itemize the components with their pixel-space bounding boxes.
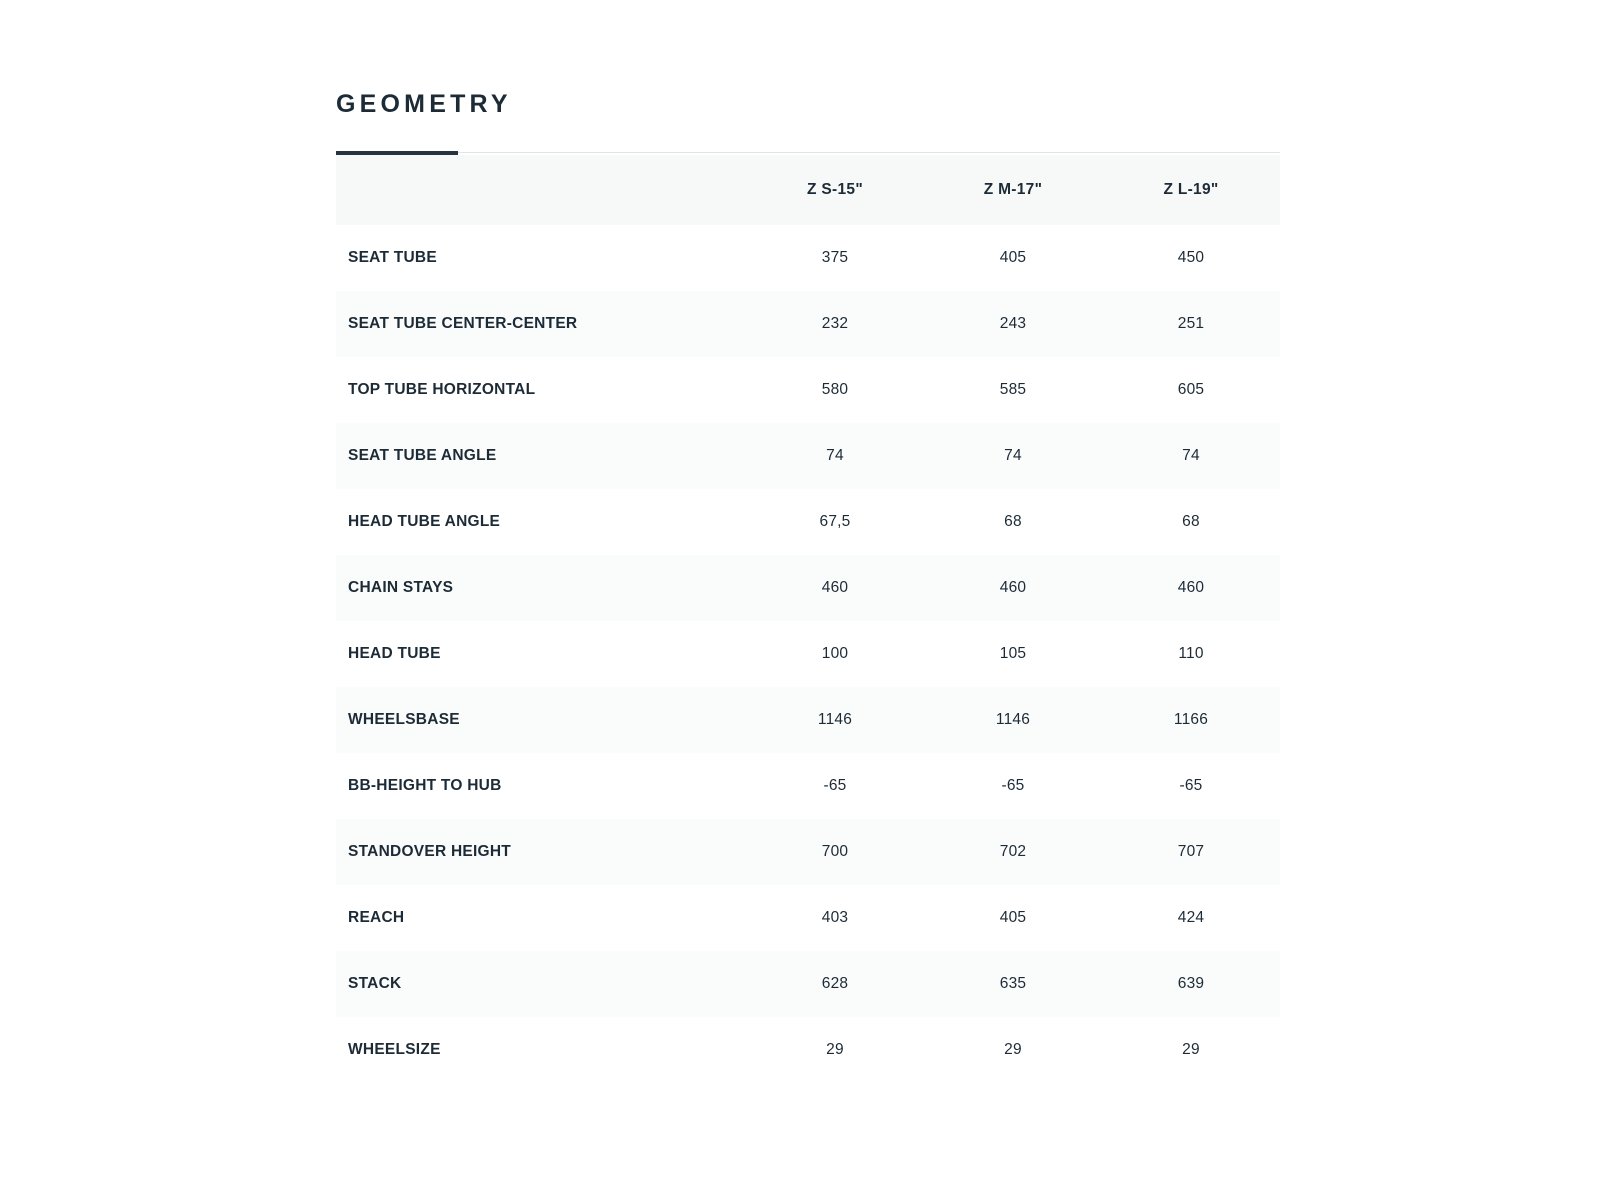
row-label: CHAIN STAYS (336, 555, 746, 621)
table-row (336, 753, 1280, 819)
column-header-size-m: Z M-17" (924, 155, 1102, 225)
row-value-m: 585 (924, 357, 1102, 423)
row-value-m: 635 (924, 951, 1102, 1017)
row-label: HEAD TUBE ANGLE (336, 489, 746, 555)
table-row (336, 885, 1280, 951)
row-value-l: 74 (1102, 423, 1280, 489)
row-value-l: 1166 (1102, 687, 1280, 753)
row-value-m: 105 (924, 621, 1102, 687)
page-title: GEOMETRY (336, 90, 512, 118)
row-value-l: 29 (1102, 1017, 1280, 1083)
row-value-m: 405 (924, 885, 1102, 951)
row-value-s: 67,5 (746, 489, 924, 555)
row-value-s: 403 (746, 885, 924, 951)
row-value-l: 460 (1102, 555, 1280, 621)
table-row (336, 951, 1280, 1017)
row-value-s: 580 (746, 357, 924, 423)
row-value-m: -65 (924, 753, 1102, 819)
row-value-s: 232 (746, 291, 924, 357)
row-value-m: 243 (924, 291, 1102, 357)
table-row (336, 225, 1280, 291)
row-value-l: 605 (1102, 357, 1280, 423)
table-row (336, 291, 1280, 357)
row-label: BB-HEIGHT TO HUB (336, 753, 746, 819)
title-divider (336, 151, 1280, 155)
column-header-size-l: Z L-19" (1102, 155, 1280, 225)
row-value-s: 700 (746, 819, 924, 885)
divider-accent (336, 151, 458, 155)
row-value-l: 68 (1102, 489, 1280, 555)
row-value-m: 68 (924, 489, 1102, 555)
row-value-m: 702 (924, 819, 1102, 885)
row-value-l: 450 (1102, 225, 1280, 291)
row-label: SEAT TUBE (336, 225, 746, 291)
table-header-row (336, 155, 1280, 225)
table-row (336, 423, 1280, 489)
row-value-s: 74 (746, 423, 924, 489)
row-value-s: 628 (746, 951, 924, 1017)
table-row (336, 819, 1280, 885)
row-value-l: 251 (1102, 291, 1280, 357)
row-value-l: -65 (1102, 753, 1280, 819)
row-label: WHEELSBASE (336, 687, 746, 753)
table-row (336, 621, 1280, 687)
column-header-size-s: Z S-15" (746, 155, 924, 225)
table-row (336, 555, 1280, 621)
table-row (336, 357, 1280, 423)
row-value-m: 74 (924, 423, 1102, 489)
row-value-s: 100 (746, 621, 924, 687)
table-row (336, 489, 1280, 555)
row-value-s: 375 (746, 225, 924, 291)
row-value-l: 639 (1102, 951, 1280, 1017)
row-label: TOP TUBE HORIZONTAL (336, 357, 746, 423)
row-label: STANDOVER HEIGHT (336, 819, 746, 885)
row-label: WHEELSIZE (336, 1017, 746, 1083)
row-value-l: 707 (1102, 819, 1280, 885)
row-value-l: 424 (1102, 885, 1280, 951)
row-label: HEAD TUBE (336, 621, 746, 687)
row-value-s: 460 (746, 555, 924, 621)
divider-line (336, 152, 1280, 153)
row-value-s: -65 (746, 753, 924, 819)
row-value-m: 460 (924, 555, 1102, 621)
geometry-section (336, 92, 1280, 1083)
row-label: REACH (336, 885, 746, 951)
row-value-m: 29 (924, 1017, 1102, 1083)
row-label: SEAT TUBE CENTER-CENTER (336, 291, 746, 357)
table-body (336, 225, 1280, 1083)
row-label: STACK (336, 951, 746, 1017)
table-row (336, 687, 1280, 753)
row-value-m: 1146 (924, 687, 1102, 753)
row-value-s: 1146 (746, 687, 924, 753)
row-value-m: 405 (924, 225, 1102, 291)
geometry-table (336, 155, 1280, 1083)
row-value-s: 29 (746, 1017, 924, 1083)
row-value-l: 110 (1102, 621, 1280, 687)
table-header (336, 155, 1280, 225)
column-header-label (336, 155, 746, 225)
table-row (336, 1017, 1280, 1083)
row-label: SEAT TUBE ANGLE (336, 423, 746, 489)
